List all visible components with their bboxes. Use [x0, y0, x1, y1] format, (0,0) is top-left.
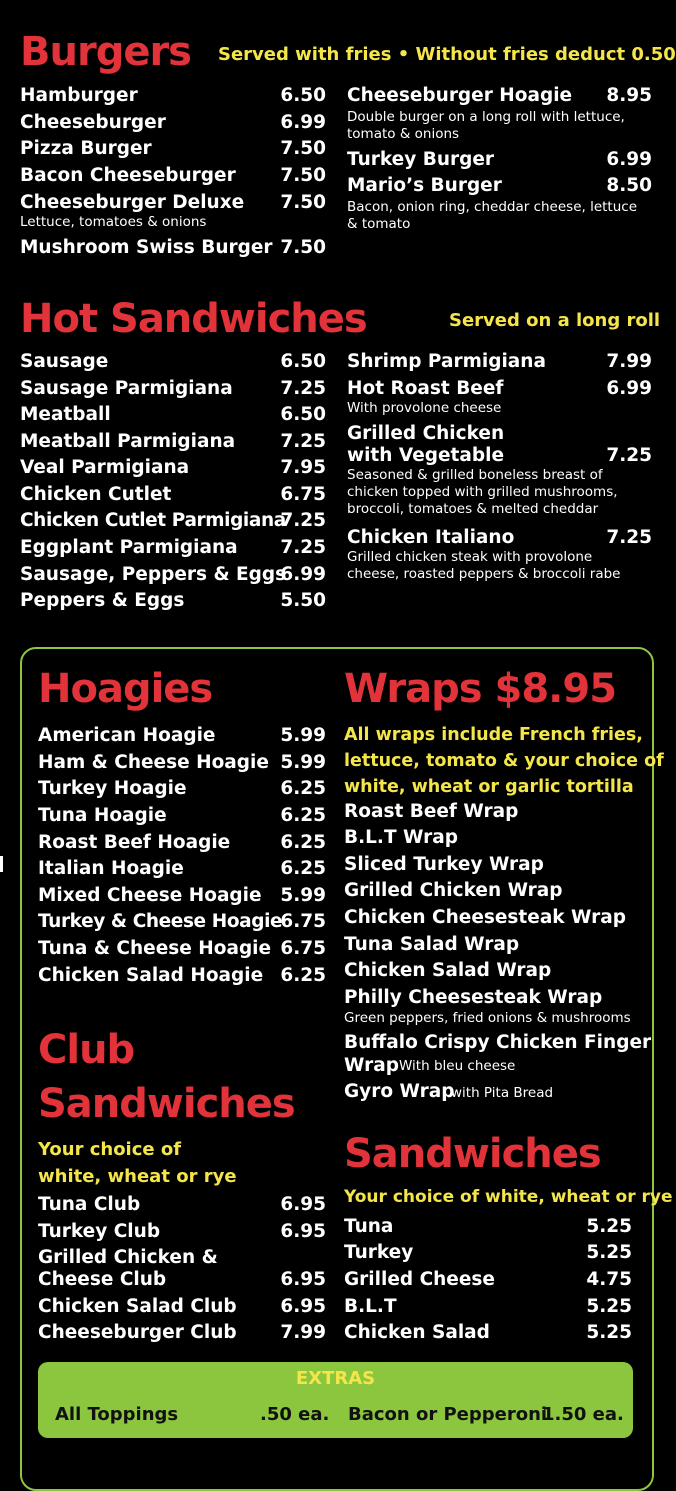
menu-item-price: 6.75 — [280, 911, 326, 932]
menu-item-price: 7.95 — [280, 457, 326, 478]
menu-item-price: 7.50 — [280, 165, 326, 186]
menu-item-name: Cheeseburger Deluxe — [20, 192, 245, 213]
menu-item-price: 6.99 — [280, 112, 326, 133]
menu-item-desc: Seasoned & grilled boneless breast of chicken topped with grilled mushrooms, broccoli, tomatoes & melted cheddar — [347, 467, 618, 517]
menu-item-name: Hot Roast Beef — [347, 378, 504, 399]
extras-title: EXTRAS — [295, 1368, 376, 1389]
extras-bacon-price: 1.50 ea. — [542, 1404, 624, 1425]
menu-item-name: Roast Beef Hoagie — [38, 832, 231, 853]
menu-item-name: Chicken Salad Club — [38, 1296, 237, 1317]
club-heading-line1: Club — [38, 1027, 135, 1073]
menu-item-price: 7.25 — [606, 445, 652, 466]
menu-item-name: Turkey Hoagie — [38, 778, 187, 799]
menu-item-name: Veal Parmigiana — [20, 457, 190, 478]
menu-item-name: Philly Cheesesteak Wrap — [344, 987, 603, 1008]
hot-sandwiches-note: Served on a long roll — [449, 310, 661, 331]
menu-item-price: 7.25 — [280, 378, 326, 399]
menu-item-name: Chicken Italiano — [347, 527, 515, 548]
menu-item-name: Chicken Salad Wrap — [344, 960, 552, 981]
hoagies-heading: Hoagies — [38, 666, 213, 712]
menu-item-desc: with Pita Bread — [451, 1085, 554, 1101]
sandwiches-note: Your choice of white, wheat or rye — [344, 1187, 673, 1207]
menu-item-name: Cheeseburger Club — [38, 1322, 237, 1343]
menu-item-price: 6.25 — [280, 778, 326, 799]
menu-item-name: Grilled Chicken Wrap — [344, 880, 563, 901]
menu-item-name: Mario’s Burger — [347, 175, 502, 196]
menu-item-name: Meatball — [20, 404, 111, 425]
menu-item-price: 7.25 — [280, 431, 326, 452]
menu-item-desc: With provolone cheese — [347, 400, 502, 416]
menu-item-name: Shrimp Parmigiana — [347, 351, 546, 372]
club-note-line: white, wheat or rye — [38, 1166, 237, 1187]
extras-box — [38, 1362, 633, 1438]
menu-item-price: 4.75 — [586, 1269, 632, 1290]
extras-toppings-price: .50 ea. — [260, 1404, 330, 1425]
wraps-note-line: All wraps include French fries, — [344, 725, 643, 745]
menu-item-name: Tuna Hoagie — [38, 805, 167, 826]
menu-item-price: 5.99 — [280, 725, 326, 746]
menu-item-desc: Green peppers, fried onions & mushrooms — [344, 1010, 631, 1026]
menu-item-price: 6.99 — [606, 149, 652, 170]
menu-item-name: Meatball Parmigiana — [20, 431, 236, 452]
menu-item-name: Mushroom Swiss Burger — [20, 237, 273, 258]
menu-item-name: Sausage Parmigiana — [20, 378, 233, 399]
menu-item-name: Chicken Salad Hoagie — [38, 965, 264, 986]
menu-item-name: American Hoagie — [38, 725, 216, 746]
menu-item-price: 5.50 — [280, 590, 326, 611]
menu-item-price: 6.99 — [280, 564, 326, 585]
menu-item-name: Sliced Turkey Wrap — [344, 854, 544, 875]
menu-item-name-line2: with Vegetable — [347, 445, 504, 466]
menu-item-name: Ham & Cheese Hoagie — [38, 752, 269, 773]
menu-item-desc: Lettuce, tomatoes & onions — [20, 214, 207, 230]
menu-item-price: 6.75 — [280, 938, 326, 959]
menu-item-name: Turkey Club — [38, 1221, 161, 1242]
menu-item-name: Chicken Cutlet Parmigiana — [20, 510, 286, 531]
menu-item-name: Italian Hoagie — [38, 858, 184, 879]
menu-item-name: Turkey & Cheese Hoagie — [38, 911, 283, 932]
menu-item-price: 7.50 — [280, 237, 326, 258]
menu-item-price: 6.25 — [280, 965, 326, 986]
sandwiches-heading: Sandwiches — [344, 1131, 601, 1177]
menu-item-name: Eggplant Parmigiana — [20, 537, 238, 558]
menu-item-name: B.L.T — [344, 1296, 397, 1317]
hot-sandwiches-heading: Hot Sandwiches — [20, 296, 367, 342]
menu-item-price: 6.50 — [280, 404, 326, 425]
menu-item-price: 7.25 — [280, 537, 326, 558]
menu-item-name: Bacon Cheeseburger — [20, 165, 236, 186]
menu-item-price: 6.95 — [280, 1269, 326, 1290]
club-heading-line2: Sandwiches — [38, 1081, 295, 1127]
menu-item-name: Grilled Chicken — [347, 423, 505, 444]
menu-item-name: Peppers & Eggs — [20, 590, 185, 611]
menu-item-price: 5.99 — [280, 752, 326, 773]
menu-item-desc: Bacon, onion ring, cheddar cheese, lettuce & tomato — [347, 199, 638, 232]
menu-item-price: 8.50 — [606, 175, 652, 196]
menu-item-price: 6.50 — [280, 85, 326, 106]
menu-item-desc: With bleu cheese — [399, 1058, 516, 1074]
menu-item-name: Mixed Cheese Hoagie — [38, 885, 262, 906]
menu-item-name: Grilled Cheese — [344, 1269, 495, 1290]
menu-item-name: Buffalo Crispy Chicken Finger — [344, 1032, 652, 1053]
menu-item-price: 5.25 — [586, 1296, 632, 1317]
burgers-note: Served with fries • Without fries deduct 0.50 — [218, 44, 676, 65]
menu-item-price: 6.95 — [280, 1296, 326, 1317]
menu-item-price: 6.99 — [606, 378, 652, 399]
menu-item-name: Cheeseburger — [20, 112, 166, 133]
menu-item-name: Sausage — [20, 351, 109, 372]
menu-item-price: 6.95 — [280, 1221, 326, 1242]
menu-item-name: Turkey Burger — [347, 149, 495, 170]
menu-item-price: 7.99 — [280, 1322, 326, 1343]
menu-item-price: 7.50 — [280, 192, 326, 213]
menu-item-price: 5.25 — [586, 1242, 632, 1263]
wraps-note-line: lettuce, tomato & your choice of — [344, 751, 664, 771]
menu-item-name: Hamburger — [20, 85, 138, 106]
menu-item-name: Tuna & Cheese Hoagie — [38, 938, 272, 959]
edge-mark — [0, 856, 3, 872]
menu-item-price: 6.25 — [280, 805, 326, 826]
menu-item-name: Sausage, Peppers & Eggs — [20, 564, 287, 585]
menu-item-name: Turkey — [344, 1242, 414, 1263]
menu-item-price: 7.99 — [606, 351, 652, 372]
extras-toppings: All Toppings — [55, 1404, 179, 1425]
menu-item-name: Chicken Salad — [344, 1322, 490, 1343]
menu-item-price: 5.99 — [280, 885, 326, 906]
wraps-note-line: white, wheat or garlic tortilla — [344, 777, 634, 797]
menu-item-desc: Double burger on a long roll with lettuce, tomato & onions — [347, 109, 625, 142]
menu-item-name: Grilled Chicken & — [38, 1247, 218, 1268]
menu-item-name: Gyro Wrap — [344, 1081, 455, 1102]
menu-item-price: 6.25 — [280, 832, 326, 853]
menu-item-price: 6.25 — [280, 858, 326, 879]
menu-item-name-line2: Wrap — [344, 1055, 399, 1076]
menu-item-name: Tuna — [344, 1216, 394, 1237]
menu-item-price: 7.50 — [280, 138, 326, 159]
wraps-heading: Wraps $8.95 — [344, 666, 617, 712]
menu-item-name: Roast Beef Wrap — [344, 801, 519, 822]
menu-item-price: 5.25 — [586, 1216, 632, 1237]
menu-item-name: Tuna Salad Wrap — [344, 934, 520, 955]
menu-item-name: Chicken Cheesesteak Wrap — [344, 907, 626, 928]
menu-item-name: Chicken Cutlet — [20, 484, 172, 505]
menu-item-name-line2: Cheese Club — [38, 1269, 167, 1290]
menu-item-price: 6.95 — [280, 1194, 326, 1215]
menu-item-price: 6.75 — [280, 484, 326, 505]
menu-item-price: 6.50 — [280, 351, 326, 372]
menu-item-price: 7.25 — [280, 510, 326, 531]
burgers-heading: Burgers — [20, 29, 191, 75]
menu-item-price: 7.25 — [606, 527, 652, 548]
menu-item-name: Cheeseburger Hoagie — [347, 85, 573, 106]
menu-item-desc: Grilled chicken steak with provolone cheese, roasted peppers & broccoli rabe — [347, 549, 621, 582]
menu-item-name: B.L.T Wrap — [344, 827, 458, 848]
menu-item-price: 5.25 — [586, 1322, 632, 1343]
club-note-line: Your choice of — [38, 1139, 182, 1160]
menu-item-name: Pizza Burger — [20, 138, 152, 159]
menu-item-price: 8.95 — [606, 85, 652, 106]
extras-bacon: Bacon or Pepperoni — [348, 1404, 548, 1425]
menu-item-name: Tuna Club — [38, 1194, 141, 1215]
